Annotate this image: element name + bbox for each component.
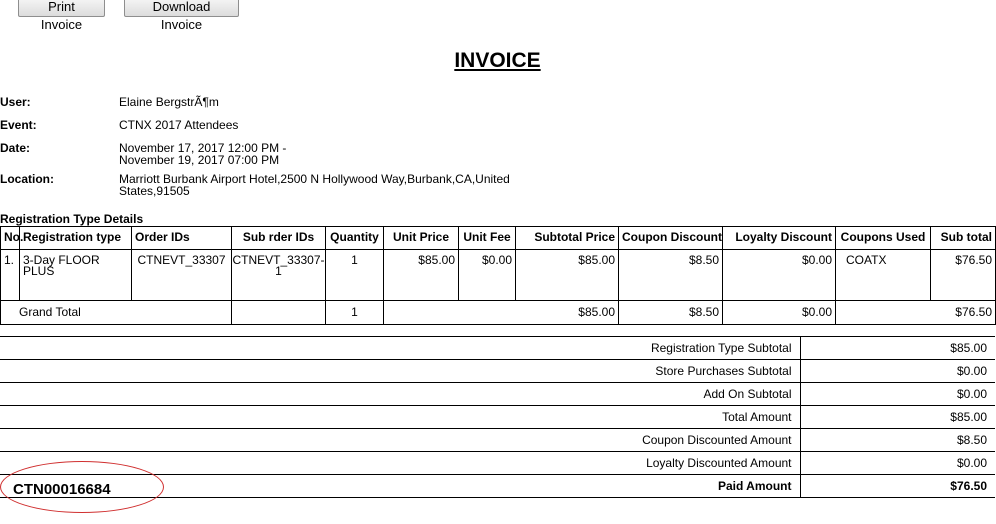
type-line-1: 3-Day FLOOR [23, 253, 100, 267]
col-header: Unit Price [384, 227, 459, 250]
summary-value: $0.00 [800, 383, 995, 406]
grand-coupon-discount: $8.50 [619, 301, 723, 325]
summary-value: $0.00 [800, 360, 995, 383]
summary-value: $8.50 [800, 429, 995, 452]
cell-sub-order-id [232, 250, 326, 301]
date-value [119, 142, 286, 166]
summary-label: Add On Subtotal [0, 383, 800, 406]
summary-value: $85.00 [800, 406, 995, 429]
grand-subtotal-price: $85.00 [384, 301, 619, 325]
summary-label: Loyalty Discounted Amount [0, 452, 800, 475]
col-header: Subtotal Price [516, 227, 619, 250]
summary-label: Registration Type Subtotal [0, 337, 800, 360]
event-value: CTNX 2017 Attendees [119, 118, 239, 132]
cell-registration-type [20, 250, 132, 301]
grand-sub-total: $76.50 [836, 301, 996, 325]
date-start: November 17, 2017 12:00 PM - [119, 141, 287, 155]
cell-coupon-discount: $8.50 [619, 250, 723, 301]
paid-amount-value: $76.50 [800, 475, 995, 498]
location-value [119, 173, 510, 197]
grand-total-label: Grand Total [1, 301, 232, 325]
col-header: Sub total [931, 227, 996, 250]
cell-no: 1. [1, 250, 20, 301]
cell-coupons-used: COATX [836, 250, 931, 301]
cell-subtotal-price: $85.00 [516, 250, 619, 301]
grand-total-row [1, 301, 996, 325]
cell-loyalty-discount: $0.00 [723, 250, 836, 301]
cell-unit-fee: $0.00 [459, 250, 516, 301]
cell-sub-total: $76.50 [931, 250, 996, 301]
summary-value: $0.00 [800, 452, 995, 475]
summary-row [0, 360, 995, 383]
grand-loyalty-discount: $0.00 [723, 301, 836, 325]
print-invoice-button[interactable]: Print Invoice [18, 0, 105, 17]
paid-amount-label: Paid Amount [0, 475, 800, 498]
col-header: Quantity [326, 227, 384, 250]
table-header-row [1, 227, 996, 250]
invoice-title: INVOICE [454, 49, 541, 72]
col-header: No. [1, 227, 20, 250]
summary-row [0, 337, 995, 360]
col-header: Sub rder IDs [232, 227, 326, 250]
summary-label: Coupon Discounted Amount [0, 429, 800, 452]
location-label: Location: [0, 172, 54, 186]
summary-row [0, 383, 995, 406]
registration-section-title: Registration Type Details [0, 212, 144, 226]
summary-row [0, 429, 995, 452]
cell-quantity: 1 [326, 250, 384, 301]
type-line-2: PLUS [23, 264, 55, 278]
grand-quantity: 1 [326, 301, 384, 325]
user-value: Elaine BergstrÃ¶m [119, 95, 219, 109]
sub-order-line-2: 1 [275, 264, 282, 278]
col-header: Loyalty Discount [723, 227, 836, 250]
location-line-1: Marriott Burbank Airport Hotel,2500 N Hollywood Way,Burbank,CA,United [119, 172, 510, 186]
summary-label: Total Amount [0, 406, 800, 429]
location-line-2: States,91505 [119, 184, 190, 198]
reference-number: CTN00016684 [13, 481, 111, 498]
col-header: Coupons Used [836, 227, 931, 250]
grand-empty-cell [232, 301, 326, 325]
table-row [1, 250, 996, 301]
event-label: Event: [0, 118, 37, 132]
cell-order-id: CTNEVT_33307 [132, 250, 232, 301]
sub-order-line-1: CTNEVT_33307- [232, 253, 325, 267]
date-end: November 19, 2017 07:00 PM [119, 153, 280, 167]
download-invoice-button[interactable]: Download Invoice [124, 0, 239, 17]
registration-table [0, 226, 996, 325]
date-label: Date: [0, 141, 31, 155]
col-header: Unit Fee [459, 227, 516, 250]
cell-unit-price: $85.00 [384, 250, 459, 301]
user-label: User: [0, 95, 31, 109]
col-header: Coupon Discount [619, 227, 723, 250]
col-header: Registration type [20, 227, 132, 250]
summary-value: $85.00 [800, 337, 995, 360]
summary-label: Store Purchases Subtotal [0, 360, 800, 383]
summary-row [0, 452, 995, 475]
col-header: Order IDs [132, 227, 232, 250]
summary-row [0, 406, 995, 429]
